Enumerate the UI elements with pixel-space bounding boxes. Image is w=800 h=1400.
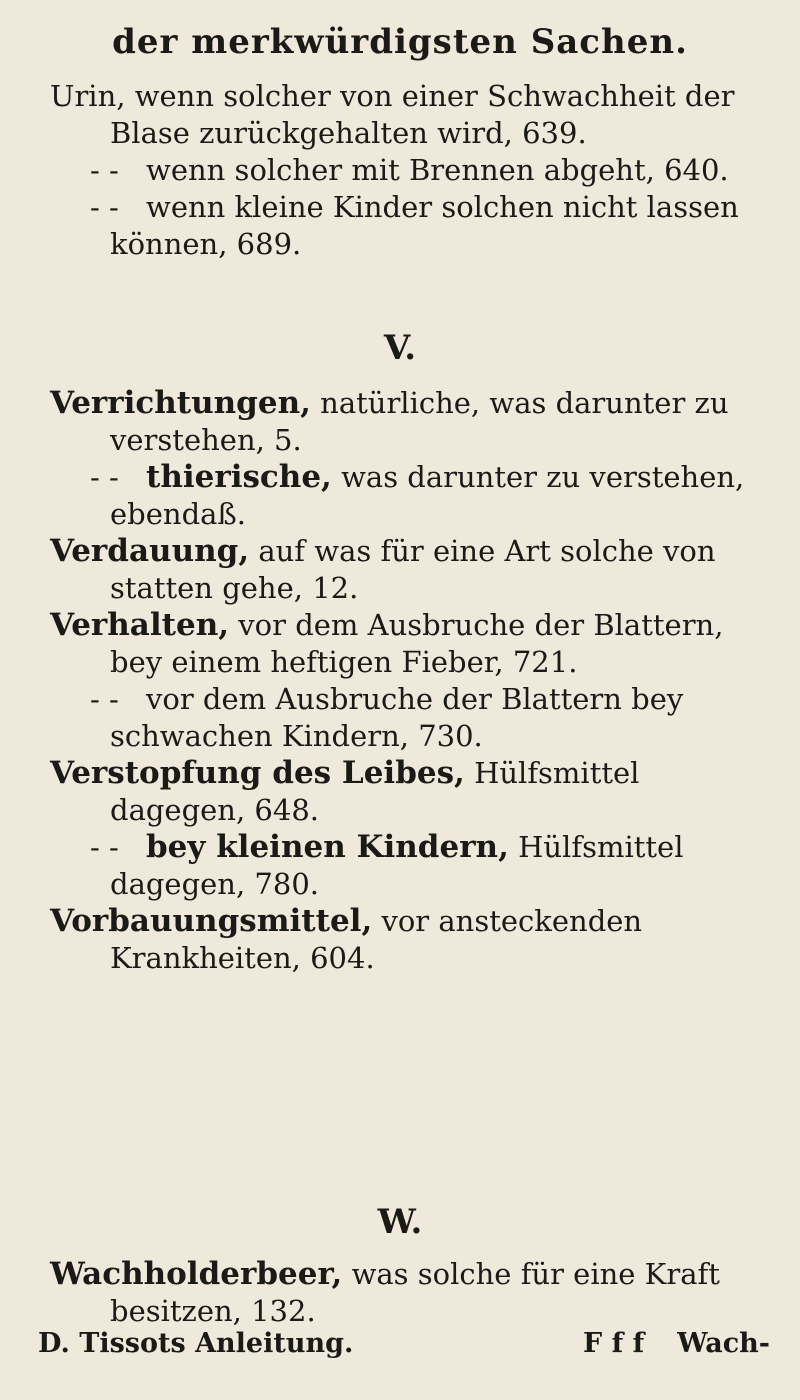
entry-text: Hülfsmittel dagegen, 648. [110,756,640,827]
ditto-dash: - - [90,190,119,224]
entry-text: Urin, wenn solcher von einer Schwachheit der Blase zurückgehalten wird, 639. [50,79,735,150]
ditto-dash: - - [90,830,119,864]
entry-headword: Verhalten, [50,607,230,643]
section-letter-v: V. [383,328,417,368]
index-entries-w [50,1256,762,1330]
entry-text: was darunter zu verstehen, ebendaß. [110,460,745,531]
entry-headword: Verrichtungen, [50,385,311,421]
index-entry [50,533,762,607]
signature-line: D. Tissots Anleitung. [38,1328,354,1359]
entry-headword: Verdauung, [50,533,250,569]
entry-text: vor ansteckenden Krankheiten, 604. [110,904,643,975]
index-entries-u [50,78,762,263]
ditto-dash: - - [90,460,119,494]
index-entry [50,607,762,681]
entry-headword: Wachholderbeer, [50,1256,343,1292]
signature-mark: F f f [583,1328,645,1359]
index-entry [50,755,762,829]
entry-headword: thierische, [146,459,332,495]
section-letter-w: W. [377,1202,423,1242]
entry-text: was solche für eine Kraft besitzen, 132. [110,1257,720,1328]
entry-text: auf was für eine Art solche von statten gehe, 12. [110,534,716,605]
catchword: Wach- [677,1328,770,1359]
ditto-dash: - - [90,153,119,187]
entry-text: natürliche, was darunter zu verstehen, 5. [110,386,729,457]
entry-headword: bey kleinen Kindern, [146,829,509,865]
index-entry [50,1256,762,1330]
entry-text: wenn solcher mit Brennen abgeht, 640. [146,153,729,187]
index-entry [50,829,762,903]
index-entry [50,189,762,263]
entry-text: vor dem Ausbruche der Blattern bey schwachen Kindern, 730. [110,682,684,753]
index-entry [50,459,762,533]
entry-text: wenn kleine Kinder solchen nicht lassen können, 689. [110,190,739,261]
entry-text: vor dem Ausbruche der Blattern, bey einem heftigen Fieber, 721. [110,608,724,679]
page-footer [38,1328,770,1368]
ditto-dash: - - [90,682,119,716]
entry-headword: Verstopfung des Leibes, [50,755,465,791]
entry-headword: Vorbauungsmittel, [50,903,373,939]
entry-text: Hülfsmittel dagegen, 780. [110,830,684,901]
index-entries-v [50,385,762,977]
running-header: der merkwürdigsten Sachen. [112,22,688,62]
index-entry [50,152,762,189]
index-entry [50,385,762,459]
index-entry [50,78,762,152]
index-entry [50,903,762,977]
index-entry [50,681,762,755]
